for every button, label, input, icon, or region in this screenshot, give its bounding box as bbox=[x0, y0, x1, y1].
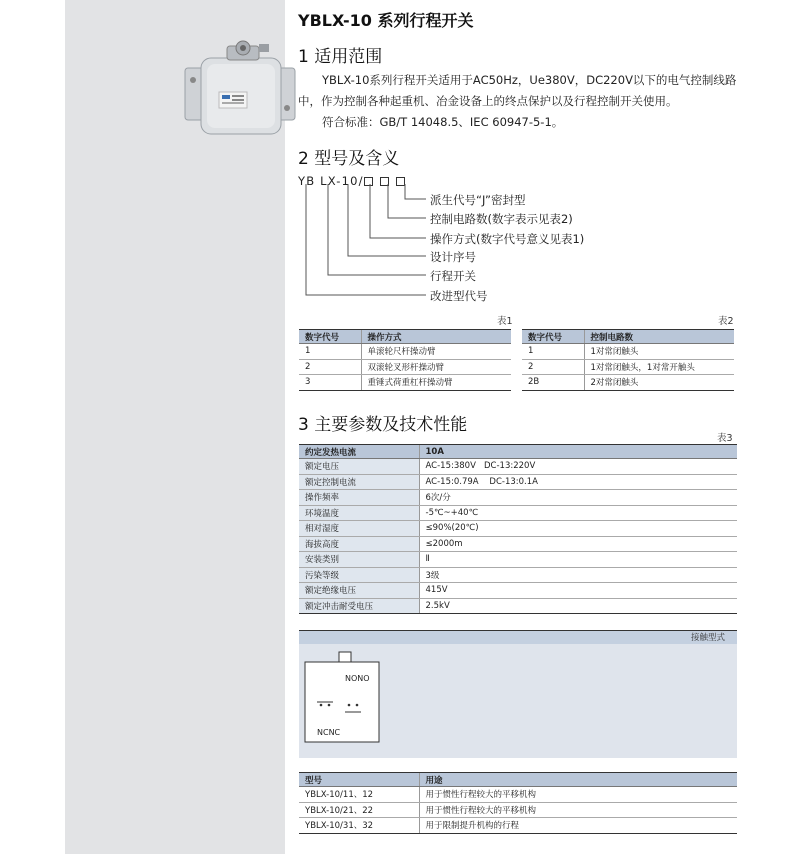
table-cell: 额定控制电流 bbox=[299, 474, 419, 490]
table-row bbox=[299, 375, 511, 391]
table1-header-operation: 操作方式 bbox=[361, 330, 511, 344]
table-cell: 用于惯性行程较大的平移机构 bbox=[419, 787, 737, 803]
table-cell: -5℃~+40℃ bbox=[419, 505, 737, 521]
legend-item-derived: 派生代号“J”密封型 bbox=[430, 193, 526, 207]
model-tree-lines bbox=[298, 184, 428, 300]
table-row bbox=[299, 552, 737, 568]
table4 bbox=[299, 772, 737, 834]
table-cell: 用于惯性行程较大的平移机构 bbox=[419, 802, 737, 818]
table3-caption: 表3 bbox=[717, 433, 733, 444]
table-cell: 415V bbox=[419, 583, 737, 599]
table-cell: 2.5kV bbox=[419, 598, 737, 614]
table-cell: 2 bbox=[299, 359, 361, 375]
table2 bbox=[522, 329, 734, 391]
table-row bbox=[299, 567, 737, 583]
table-cell: 2B bbox=[522, 375, 584, 391]
table-cell: Ⅱ bbox=[419, 552, 737, 568]
legend-item-switch: 行程开关 bbox=[430, 269, 476, 283]
table3-header-value: 10A bbox=[419, 445, 737, 459]
table-cell: YBLX-10/21、22 bbox=[299, 802, 419, 818]
contact-label-ncnc: NCNC bbox=[317, 728, 341, 737]
table-cell: 用于限制提升机构的行程 bbox=[419, 818, 737, 834]
table-row bbox=[299, 583, 737, 599]
table4-header-model: 型号 bbox=[299, 773, 419, 787]
legend-item-improved: 改进型代号 bbox=[430, 289, 488, 303]
table-cell: 1对常闭触头 bbox=[584, 344, 734, 360]
contact-label-nono: NONO bbox=[345, 674, 370, 683]
table-cell: 1对常闭触头，1对常开触头 bbox=[584, 359, 734, 375]
table-cell: 操作频率 bbox=[299, 490, 419, 506]
contact-diagram bbox=[299, 644, 737, 758]
table-row bbox=[299, 459, 737, 475]
table-row bbox=[299, 344, 511, 360]
table2-header-circuits: 控制电路数 bbox=[584, 330, 734, 344]
table3 bbox=[299, 444, 737, 614]
section1-paragraph bbox=[298, 70, 743, 112]
table-row bbox=[522, 375, 734, 391]
table-cell: 双滚轮叉形杆操动臂 bbox=[361, 359, 511, 375]
section1-para1: YBLX-10系列行程开关适用于AC50Hz，Ue380V，DC220V以下的电气控制线路中，作为控制各种起重机、冶金设备上的终点保护以及行程控制开关使用。 bbox=[298, 73, 737, 108]
table-cell: AC-15:0.79A DC-13:0.1A bbox=[419, 474, 737, 490]
contact-type-panel bbox=[299, 630, 737, 758]
table-row bbox=[522, 344, 734, 360]
section3-heading: 3 主要参数及技术性能 bbox=[298, 415, 468, 435]
table3-header-param: 约定发热电流 bbox=[299, 445, 419, 459]
section2-heading: 2 型号及含义 bbox=[298, 149, 400, 169]
table1-header-code: 数字代号 bbox=[299, 330, 361, 344]
table-cell: YBLX-10/31、32 bbox=[299, 818, 419, 834]
table-cell: 环境温度 bbox=[299, 505, 419, 521]
table-row bbox=[299, 505, 737, 521]
table-cell: ≤90%(20℃) bbox=[419, 521, 737, 537]
table-cell: 3 bbox=[299, 375, 361, 391]
section1-heading: 1 适用范围 bbox=[298, 47, 383, 67]
doc-title: YBLX-10 系列行程开关 bbox=[298, 11, 474, 30]
table-row bbox=[299, 359, 511, 375]
table1-caption: 表1 bbox=[497, 316, 513, 327]
table-cell: 6次/分 bbox=[419, 490, 737, 506]
product-image bbox=[183, 40, 297, 138]
table-cell: 1 bbox=[299, 344, 361, 360]
legend-item-operation: 操作方式(数字代号意义见表1) bbox=[430, 232, 585, 246]
table-cell: 安装类别 bbox=[299, 552, 419, 568]
table-cell: 单滚轮尺杆操动臂 bbox=[361, 344, 511, 360]
table-row bbox=[522, 359, 734, 375]
table-cell: ≤2000m bbox=[419, 536, 737, 552]
table-cell: YBLX-10/11、12 bbox=[299, 787, 419, 803]
table-cell: 污染等级 bbox=[299, 567, 419, 583]
sidebar-panel bbox=[65, 0, 285, 854]
table-cell: 3级 bbox=[419, 567, 737, 583]
table-cell: 额定冲击耐受电压 bbox=[299, 598, 419, 614]
table-row bbox=[299, 787, 737, 803]
legend-item-design: 设计序号 bbox=[430, 250, 476, 264]
table-row bbox=[299, 802, 737, 818]
table-row bbox=[299, 490, 737, 506]
table-cell: 额定绝缘电压 bbox=[299, 583, 419, 599]
table-cell: AC-15:380V DC-13:220V bbox=[419, 459, 737, 475]
table-row bbox=[299, 818, 737, 834]
table-cell: 1 bbox=[522, 344, 584, 360]
model-code-text: YB LX-10/ bbox=[298, 174, 364, 188]
table-cell: 2 bbox=[522, 359, 584, 375]
table-cell: 海拔高度 bbox=[299, 536, 419, 552]
table-cell: 重锤式荷重杠杆操动臂 bbox=[361, 375, 511, 391]
table4-header-usage: 用途 bbox=[419, 773, 737, 787]
table-row bbox=[299, 521, 737, 537]
table-row bbox=[299, 598, 737, 614]
table-row bbox=[299, 536, 737, 552]
table2-caption: 表2 bbox=[718, 316, 734, 327]
table2-header-code: 数字代号 bbox=[522, 330, 584, 344]
table1 bbox=[299, 329, 511, 391]
table-cell: 相对湿度 bbox=[299, 521, 419, 537]
table-cell: 额定电压 bbox=[299, 459, 419, 475]
legend-item-circuits: 控制电路数(数字表示见表2) bbox=[430, 212, 573, 226]
table-row bbox=[299, 474, 737, 490]
contact-type-title: 接触型式 bbox=[299, 630, 737, 644]
section1-standard bbox=[298, 112, 743, 133]
section1-para2: 符合标准：GB/T 14048.5、IEC 60947-5-1。 bbox=[322, 115, 564, 129]
table-cell: 2对常闭触头 bbox=[584, 375, 734, 391]
